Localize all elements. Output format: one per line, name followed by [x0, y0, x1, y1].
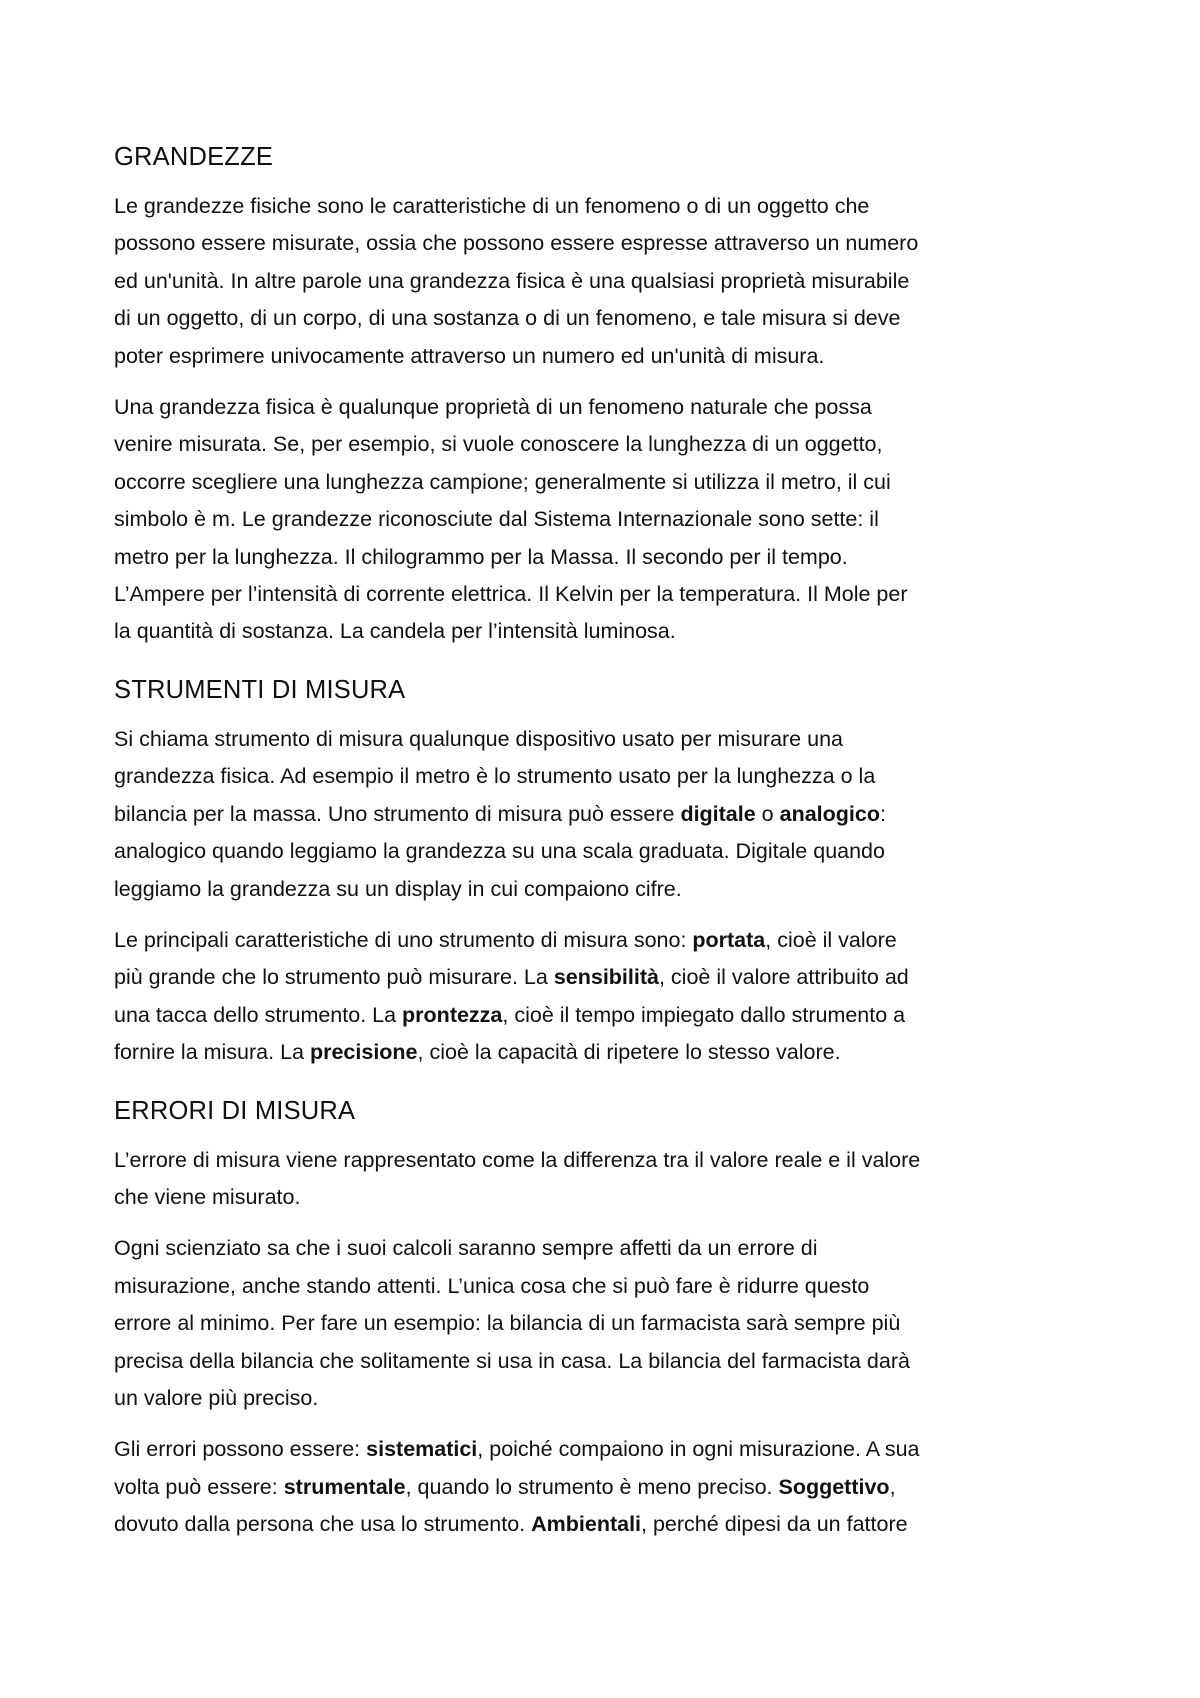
text-run: , perché dipesi da un fattore [641, 1512, 908, 1537]
paragraph [114, 1230, 1099, 1417]
section-heading: GRANDEZZE [114, 143, 274, 171]
text-run: volta può essere: [114, 1474, 284, 1499]
text-run: : [879, 801, 886, 826]
text-line [114, 576, 1099, 613]
bold-term: strumentale [283, 1474, 406, 1499]
text-line [114, 1380, 1099, 1417]
text-run: la quantità di sostanza. La candela per l’intensità luminosa. [114, 619, 676, 644]
bold-term: Ambientali [531, 1512, 642, 1537]
document-page [114, 140, 1099, 1558]
section-strumenti-di-misura [114, 673, 1099, 1072]
text-line [114, 1230, 1099, 1267]
paragraph [114, 922, 1099, 1072]
text-run: poter esprimere univocamente attraverso un numero ed un'unità di misura. [114, 343, 825, 368]
section-grandezze [114, 140, 1099, 651]
text-line [114, 796, 1099, 833]
bold-term: digitale [680, 801, 756, 826]
bold-term: analogico [779, 801, 880, 826]
text-run: di un oggetto, di un corpo, di una sostanza o di un fenomeno, e tale misura si deve [114, 306, 901, 331]
text-run: precisa della bilancia che solitamente si usa in casa. La bilancia del farmacista darà [114, 1348, 910, 1373]
paragraph [114, 389, 1099, 651]
text-run: un valore più preciso. [114, 1385, 319, 1410]
text-run: Ogni scienziato sa che i suoi calcoli saranno sempre affetti da un errore di [114, 1236, 818, 1261]
section-heading: ERRORI DI MISURA [114, 1096, 356, 1125]
text-line [114, 1469, 1099, 1506]
text-line [114, 1506, 1099, 1543]
text-line [114, 959, 1099, 996]
section-heading: STRUMENTI DI MISURA [114, 675, 406, 704]
text-line [114, 613, 1099, 650]
text-run: misurazione, anche stando attenti. L’unica cosa che si può fare è ridurre questo [114, 1273, 870, 1298]
text-line [114, 188, 1099, 225]
text-run: ed un'unità. In altre parole una grandezza fisica è una qualsiasi proprietà misurabile [114, 268, 910, 293]
text-line [114, 1034, 1099, 1071]
text-run: errore al minimo. Per fare un esempio: la bilancia di un farmacista sarà sempre più [114, 1311, 901, 1336]
text-run: occorre scegliere una lunghezza campione; generalmente si utilizza il metro, il cui [114, 469, 891, 494]
text-line [114, 225, 1099, 262]
text-run: Le principali caratteristiche di uno strumento di misura sono: [114, 927, 693, 952]
bold-term: portata [692, 927, 766, 952]
text-line [114, 871, 1099, 908]
text-line [114, 300, 1099, 337]
text-run: venire misurata. Se, per esempio, si vuole conoscere la lunghezza di un oggetto, [114, 432, 883, 457]
bold-term: sistematici [366, 1437, 478, 1462]
text-line [114, 922, 1099, 959]
text-run: L’errore di misura viene rappresentato come la differenza tra il valore reale e il valore [114, 1147, 921, 1172]
text-line [114, 997, 1099, 1034]
section-errori-di-misura [114, 1094, 1099, 1544]
text-run: dovuto dalla persona che usa lo strumento. [114, 1512, 532, 1537]
text-run: , cioè il valore [765, 927, 897, 952]
text-run: bilancia per la massa. Uno strumento di misura può essere [114, 801, 681, 826]
text-run: Una grandezza fisica è qualunque proprietà di un fenomeno naturale che possa [114, 395, 872, 420]
text-line [114, 426, 1099, 463]
text-line [114, 721, 1099, 758]
text-run: o [755, 801, 780, 826]
text-run: , cioè il valore attribuito ad [658, 965, 909, 990]
text-line [114, 1142, 1099, 1179]
bold-term: precisione [309, 1040, 418, 1065]
text-run: che viene misurato. [114, 1184, 301, 1209]
bold-term: sensibilità [553, 965, 659, 990]
text-line [114, 1268, 1099, 1305]
text-line [114, 263, 1099, 300]
paragraph [114, 721, 1099, 908]
text-run: metro per la lunghezza. Il chilogrammo per la Massa. Il secondo per il tempo. [114, 544, 848, 569]
text-line [114, 758, 1099, 795]
paragraph [114, 1142, 1099, 1217]
text-run: , [889, 1474, 896, 1499]
text-run: Gli errori possono essere: [114, 1437, 367, 1462]
text-run: , quando lo strumento è meno preciso. [405, 1474, 779, 1499]
text-line [114, 833, 1099, 870]
text-run: più grande che lo strumento può misurare. La [114, 965, 554, 990]
text-line [114, 1179, 1099, 1216]
text-line [114, 1305, 1099, 1342]
text-line [114, 389, 1099, 426]
text-line [114, 501, 1099, 538]
paragraph [114, 1431, 1099, 1543]
paragraph [114, 188, 1099, 375]
text-run: simbolo è m. Le grandezze riconosciute dal Sistema Internazionale sono sette: il [114, 507, 879, 532]
text-run: Si chiama strumento di misura qualunque dispositivo usato per misurare una [114, 726, 843, 751]
text-run: analogico quando leggiamo la grandezza su una scala graduata. Digitale quando [114, 839, 885, 864]
text-run: grandezza fisica. Ad esempio il metro è lo strumento usato per la lunghezza o la [114, 764, 876, 789]
text-run: possono essere misurate, ossia che possono essere espresse attraverso un numero [114, 231, 919, 256]
text-line [114, 539, 1099, 576]
text-line [114, 1431, 1099, 1468]
text-run: L’Ampere per l’intensità di corrente elettrica. Il Kelvin per la temperatura. Il Mole per [114, 582, 908, 607]
text-line [114, 464, 1099, 501]
text-run: fornire la misura. La [114, 1040, 310, 1065]
text-run: , cioè il tempo impiegato dallo strumento a [502, 1002, 906, 1027]
text-line [114, 1343, 1099, 1380]
text-run: , cioè la capacità di ripetere lo stesso valore. [417, 1040, 841, 1065]
text-line [114, 338, 1099, 375]
bold-term: Soggettivo [778, 1474, 890, 1499]
text-run: una tacca dello strumento. La [114, 1002, 403, 1027]
text-run: Le grandezze fisiche sono le caratteristiche di un fenomeno o di un oggetto che [114, 194, 870, 218]
bold-term: prontezza [402, 1002, 503, 1027]
text-run: , poiché compaiono in ogni misurazione. A sua [477, 1437, 920, 1462]
text-run: leggiamo la grandezza su un display in cui compaiono cifre. [114, 876, 682, 901]
